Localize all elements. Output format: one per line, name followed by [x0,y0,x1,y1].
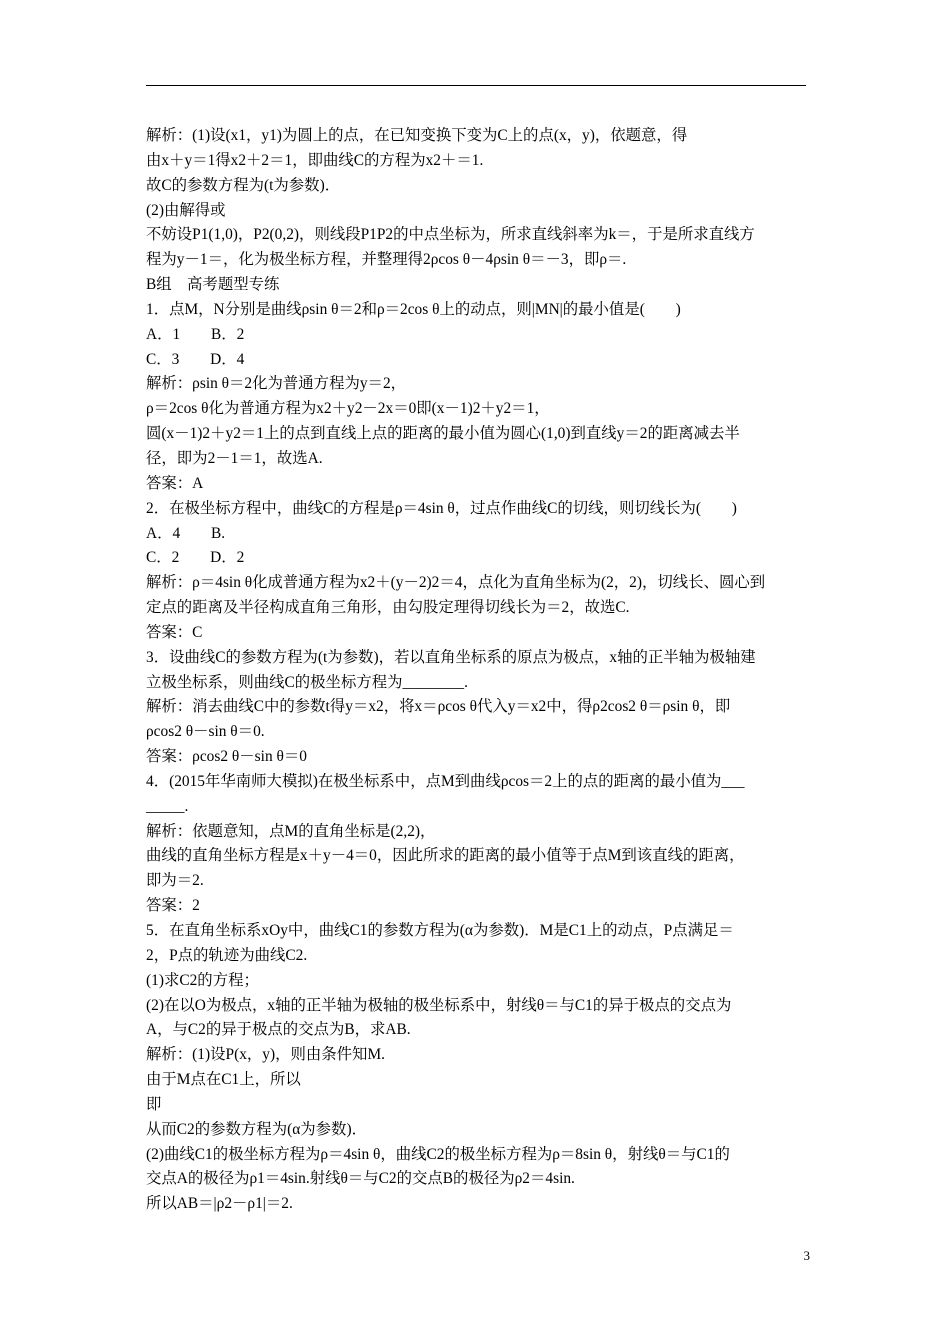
header-rule [146,85,806,86]
text-line: 径，即为2－1＝1，故选A. [146,449,323,467]
text-line: C．3 D．4 [146,350,245,368]
text-line: 解析：依题意知，点M的直角坐标是(2,2)， [146,822,436,840]
text-line: 即为＝2. [146,872,204,890]
text-line: 解析：ρsin θ＝2化为普通方程为y＝2， [146,375,407,393]
text-line: 故C的参数方程为(t为参数)． [146,176,341,194]
text-line: 5．在直角坐标系xOy中，曲线C1的参数方程为(α为参数)．M是C1上的动点，P点满足＝ [146,922,734,939]
text-line: B组 高考题型专练 [146,276,280,294]
text-line: 所以AB＝|ρ2－ρ1|＝2. [146,1195,293,1213]
text-line: 答案：2 [146,897,200,915]
text-line: 即 [146,1095,162,1113]
text-line: 由x＋y＝1得x2＋2＝1，即曲线C的方程为x2＋＝1. [146,151,484,169]
text-line: 解析：ρ＝4sin θ化成普通方程为x2＋(y－2)2＝4，点化为直角坐标为(2，2)，切线长、圆心到 [146,574,766,592]
text-line: A．4 B. [146,524,226,542]
text-line: 交点A的极径为ρ1＝4sin.射线θ＝与C2的交点B的极径为ρ2＝4sin. [146,1170,575,1188]
text-line: 圆(x－1)2＋y2＝1上的点到直线上点的距离的最小值为圆心(1,0)到直线y＝2的距离减去半 [146,425,740,443]
text-line: 4．(2015年华南师大模拟)在极坐标系中，点M到曲线ρcos＝2上的点的距离的最小值为___ [146,772,745,790]
text-line: 不妨设P1(1,0)，P2(0,2)，则线段P1P2的中点坐标为，所求直线斜率为k＝，于是所求直线方 [146,226,755,244]
page-number: 3 [803,1248,810,1263]
text-line: (1)求C2的方程； [146,971,259,989]
text-line: A．1 B．2 [146,325,245,343]
document-body [146,124,810,1217]
text-line: A，与C2的异于极点的交点为B，求AB. [146,1021,411,1039]
text-line: ρcos2 θ－sin θ＝0. [146,723,265,741]
text-line: ρ＝2cos θ化为普通方程为x2＋y2－2x＝0即(x－1)2＋y2＝1， [146,400,550,418]
text-line: 2，P点的轨迹为曲线C2. [146,946,308,964]
text-line: 解析：消去曲线C中的参数t得y＝x2，将x＝ρcos θ代入y＝x2中，得ρ2cos2 θ＝ρsin θ，即 [146,698,731,716]
text-line: 答案：A [146,474,204,492]
text-line: 答案：ρcos2 θ－sin θ＝0 [146,748,307,766]
text-line: 定点的距离及半径构成直角三角形，由勾股定理得切线长为＝2，故选C. [146,599,630,617]
text-line: (2)由解得或 [146,201,226,219]
text-line: 解析：(1)设(x1，y1)为圆上的点，在已知变换下变为C上的点(x，y)，依题意，得 [146,127,688,144]
text-line: 2．在极坐标方程中，曲线C的方程是ρ＝4sin θ，过点作曲线C的切线，则切线长为( ) [146,499,737,517]
text-line: 从而C2的参数方程为(α为参数)． [146,1120,367,1138]
text-line: 解析：(1)设P(x，y)，则由条件知M. [146,1046,385,1064]
text-line: 程为y－1＝，化为极坐标方程，并整理得2ρcos θ－4ρsin θ＝－3，即ρ＝. [146,251,627,269]
text-line: (2)在以O为极点，x轴的正半轴为极轴的极坐标系中，射线θ＝与C1的异于极点的交点为 [146,996,732,1014]
text-line: 曲线的直角坐标方程是x＋y－4＝0，因此所求的距离的最小值等于点M到该直线的距离， [146,847,745,865]
text-line: 3．设曲线C的参数方程为(t为参数)，若以直角坐标系的原点为极点，x轴的正半轴为极轴建 [146,648,756,666]
text-line: 立极坐标系，则曲线C的极坐标方程为________. [146,673,468,691]
text-line: 由于M点在C1上，所以 [146,1071,301,1089]
text-line: _____. [146,797,189,815]
text-line: 1．点M，N分别是曲线ρsin θ＝2和ρ＝2cos θ上的动点，则|MN|的最小值是( ) [146,300,681,318]
text-line: (2)曲线C1的极坐标方程为ρ＝4sin θ，曲线C2的极坐标方程为ρ＝8sin θ，射线θ＝与C1的 [146,1145,730,1163]
text-line: C．2 D．2 [146,549,245,567]
text-line: 答案：C [146,623,203,641]
